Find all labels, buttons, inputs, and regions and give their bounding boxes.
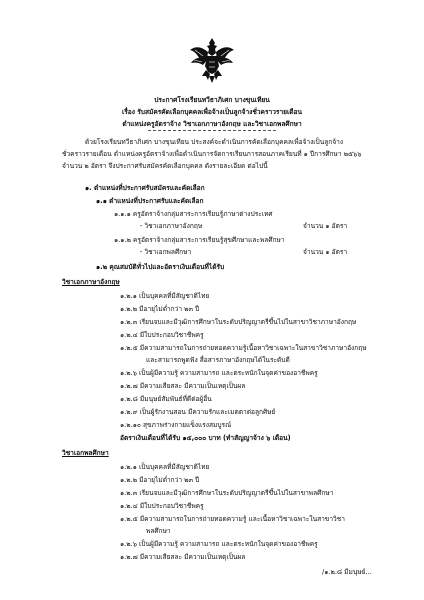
pe-item: ๑.๒.๔ มีใบประกอบวิชาชีพครู (120, 502, 204, 510)
announcement-position: ตำแหน่งครูอัตราจ้าง วิชาเอกภาษาอังกฤษ และวิชาเอกพลศึกษา (122, 120, 302, 128)
english-item: ๑.๒.๘ มีมนุษย์สัมพันธ์ที่ดีต่อผู้อื่น (120, 395, 212, 403)
pe-item: ๑.๒.๖ เป็นผู้มีความรู้ ความสามารถ และตระหนักในจุดค่าของอาชีพครู (120, 540, 318, 548)
english-item: ๑.๒.๑๐ สุขภาพร่างกายแข็งแรงสมบูรณ์ (120, 421, 232, 429)
title-divider (148, 130, 276, 131)
intro-line-2: ชั่วคราวรายเดือน ตำแหน่งครูอัตราจ้างเพื่อดำเนินการจัดการเรียนการสอนภาคเรียนที่ ๑ ปีการศึกษา ๒๕๖๖ (62, 150, 362, 158)
announcement-subject: เรื่อง รับสมัครคัดเลือกบุคคลเพื่อจ้างเป็นลูกจ้างชั่วคราวรายเดือน (121, 108, 303, 116)
english-item: ๑.๒.๖ เป็นผู้มีความรู้ ความสามารถ และตระหนักในจุดค่าของอาชีพครู (120, 369, 318, 377)
subsection-1-2: ๑.๒ คุณสมบัติทั่วไปและอัตราเงินเดือนที่ได้รับ (96, 263, 225, 271)
garuda-emblem-icon (189, 36, 235, 84)
english-item: ๑.๒.๒ มีอายุไม่ต่ำกว่า ๒๓ ปี (120, 305, 200, 313)
english-item: ๑.๒.๙ เป็นผู้รักงานสอน มีความรักและเมตตาต่อลูกศิษย์ (120, 408, 276, 416)
pe-item: ๑.๒.๑ เป็นบุคคลที่มีสัญชาติไทย (120, 463, 210, 471)
subsection-1-1: ๑.๑ ตำแหน่งที่ประกาศรับและคัดเลือก (96, 197, 204, 205)
item-1-1-2-count: จำนวน ๑ อัตรา (303, 248, 348, 256)
pe-heading: วิชาเอกพลศึกษา (62, 449, 109, 457)
english-item: ๑.๒.๕ มีความสามารถในการถ่ายทอดความรู้เนื้อหาวิชาเฉพาะในสาขาวิชาภาษาอังกฤษ (120, 344, 367, 352)
english-salary: อัตราเงินเดือนที่ได้รับ ๑๕,๐๐๐ บาท (ทำสัญญาจ้าง ๖ เดือน) (120, 434, 291, 442)
intro-line-1: ด้วยโรงเรียนทวีธาภิเศก บางขุนเทียน ประสงค์จะดำเนินการคัดเลือกบุคคลเพื่อจ้างเป็นลูกจ้าง (85, 138, 344, 146)
english-item: ๑.๒.๑ เป็นบุคคลที่มีสัญชาติไทย (120, 292, 210, 300)
announcement-title: ประกาศโรงเรียนทวีธาภิเศก บางขุนเทียน (154, 96, 270, 104)
item-1-1-1: ๑.๑.๑ ครูอัตราจ้างกลุ่มสาระการเรียนรู้ภาษาต่างประเทศ (114, 210, 273, 218)
pe-item-continuation: พลศึกษา (146, 527, 171, 535)
pe-item: ๑.๒.๓ เรียนจบและมีวุฒิการศึกษาในระดับปริญญาตรีขึ้นไปในสาขาพลศึกษา (120, 489, 334, 497)
english-item: ๑.๒.๓ เรียนจบและมีวุฒิการศึกษาในระดับปริญญาตรีขึ้นไปในสาขาวิชาภาษาอังกฤษ (120, 318, 357, 326)
pe-item: ๑.๒.๕ มีความสามารถในการถ่ายทอดความรู้ และเนื้อหาวิชาเฉพาะในสาขาวิชา (120, 515, 345, 523)
item-1-1-1-count: จำนวน ๑ อัตรา (303, 222, 348, 230)
item-1-1-1-detail: - วิชาเอกภาษาอังกฤษ (140, 222, 203, 230)
item-1-1-2: ๑.๑.๒ ครูอัตราจ้างกลุ่มสาระการเรียนรู้สุขศึกษาและพลศึกษา (114, 236, 285, 244)
pe-item: ๑.๒.๗ มีความเสียสละ มีความเป็นเหตุเป็นผล (120, 553, 246, 561)
english-item: ๑.๒.๔ มีใบประกอบวิชาชีพครู (120, 331, 204, 339)
section-1-heading: ๑. ตำแหน่งที่ประกาศรับสมัครและคัดเลือก (85, 184, 205, 192)
pe-item: ๑.๒.๒ มีอายุไม่ต่ำกว่า ๒๓ ปี (120, 476, 200, 484)
english-heading: วิชาเอกภาษาอังกฤษ (62, 278, 120, 286)
continued-marker: /๑.๒.๘ มีมนุษย์... (322, 568, 372, 576)
english-item: ๑.๒.๗ มีความเสียสละ มีความเป็นเหตุเป็นผล (120, 382, 246, 390)
english-item-continuation: และสามารถพูดฟัง สื่อสารภาษาอังกฤษได้ในระดับดี (146, 356, 290, 364)
item-1-1-2-detail: - วิชาเอกพลศึกษา (140, 248, 192, 256)
intro-line-3: จำนวน ๒ อัตรา จึงประกาศรับสมัครคัดเลือกบุคคล ดังรายละเอียด ต่อไปนี้ (62, 162, 268, 170)
